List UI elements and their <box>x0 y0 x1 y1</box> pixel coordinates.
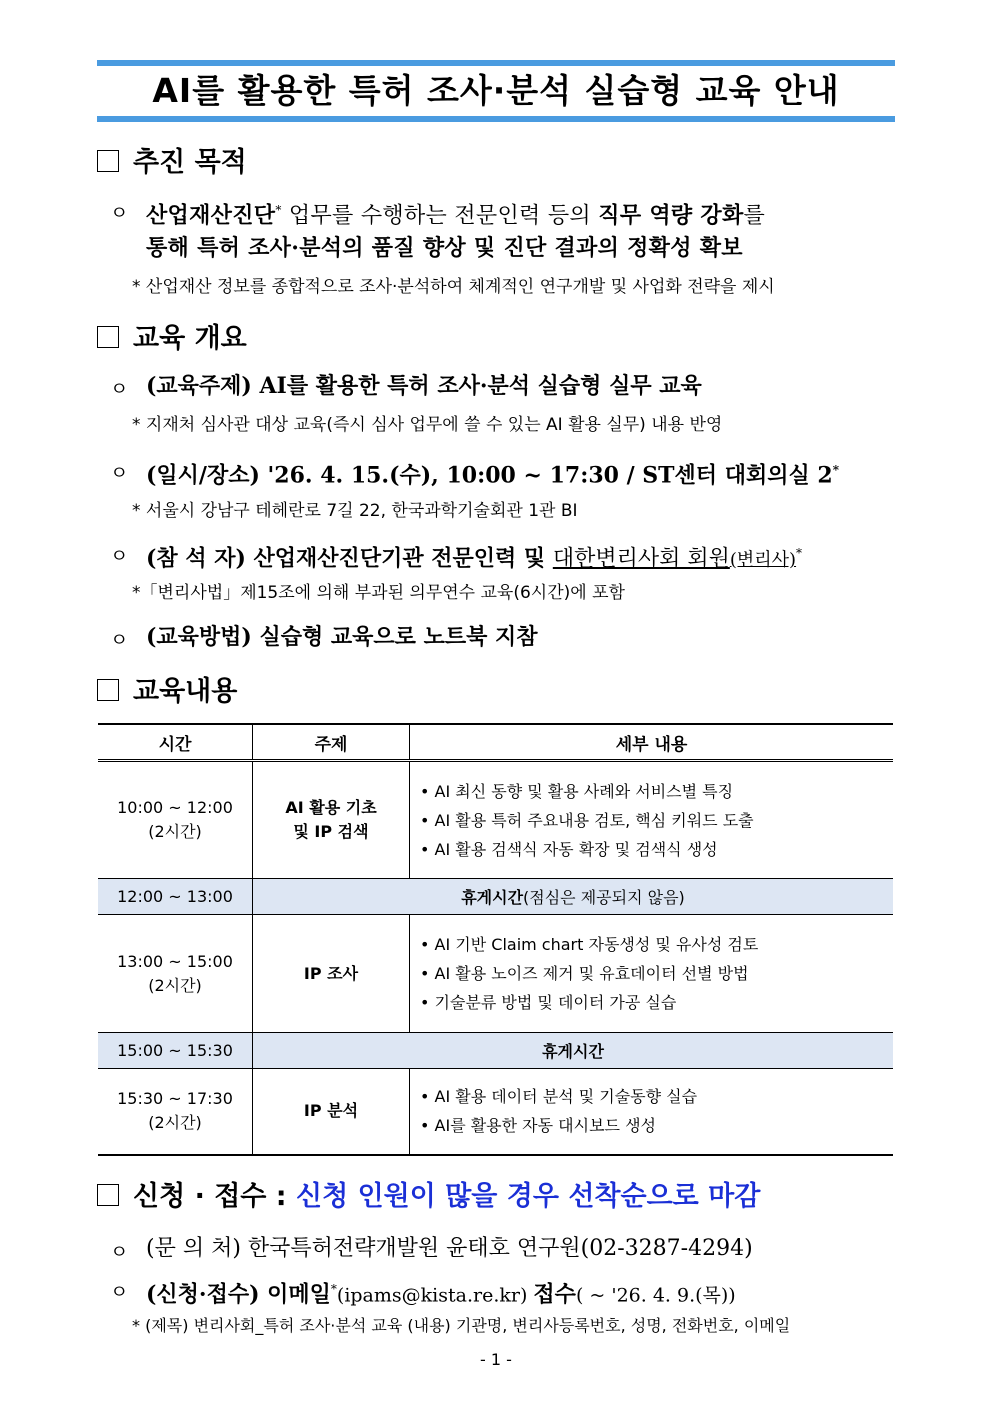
list-item: • AI 최신 동향 및 활용 사례와 서비스별 특징 <box>420 781 734 801</box>
checkbox-square-icon <box>97 150 119 172</box>
header-detail: 세부 내용 <box>410 724 894 761</box>
section-content-heading: 교육내용 <box>97 675 237 709</box>
detail-cell <box>410 761 894 879</box>
detail-cell <box>410 1069 894 1155</box>
time-cell: 12:00 ~ 13:00 <box>98 879 253 915</box>
list-item: • 기술분류 방법 및 데이터 가공 실습 <box>420 993 677 1012</box>
topic-cell: IP 조사 <box>253 915 410 1033</box>
detail-cell <box>410 915 894 1033</box>
section-purpose-heading: 추진 목적 <box>97 146 247 180</box>
overview-date: (일시/장소) '26. 4. 15.(수), 10:00 ~ 17:30 / ST센터 대회의실 2* <box>146 462 839 489</box>
section-overview-heading: 교육 개요 <box>97 322 247 356</box>
bullet-icon: ㅇ <box>110 545 129 567</box>
checkbox-square-icon <box>97 679 119 701</box>
table-row <box>98 915 893 1033</box>
list-item: • AI 활용 데이터 분석 및 기술동향 실습 <box>420 1087 698 1107</box>
table-row <box>98 1069 893 1155</box>
table-row <box>98 761 893 879</box>
list-item: • AI 활용 특허 주요내용 검토, 핵심 키워드 도출 <box>420 810 754 830</box>
time-cell: 15:30 ~ 17:30 (2시간) <box>98 1069 253 1155</box>
header-time: 시간 <box>98 724 253 761</box>
list-item: • AI 활용 노이즈 제거 및 유효데이터 선별 방법 <box>420 964 749 983</box>
purpose-line-1: 산업재산진단* 업무를 수행하는 전문인력 등의 직무 역량 강화를 <box>146 202 766 229</box>
apply-note: * (제목) 변리사회_특허 조사·분석 교육 (내용) 기관명, 변리사등록번호, 성명, 전화번호, 이메일 <box>132 1316 791 1335</box>
page-title: AI를 활용한 특허 조사·분석 실습형 교육 안내 <box>152 71 840 110</box>
bullet-icon: ㅇ <box>110 629 129 651</box>
checkbox-square-icon <box>97 1184 119 1206</box>
list-item: • AI를 활용한 자동 대시보드 생성 <box>420 1116 657 1136</box>
topic-cell: AI 활용 기초 및 IP 검색 <box>253 761 410 879</box>
topic-cell: IP 분석 <box>253 1069 410 1155</box>
break-cell: 휴게시간(점심은 제공되지 않음) <box>253 879 894 915</box>
title-banner <box>97 60 895 122</box>
title-rule-top <box>97 60 895 66</box>
time-cell: 13:00 ~ 15:00 (2시간) <box>98 915 253 1033</box>
checkbox-square-icon <box>97 326 119 348</box>
section-apply-heading: 신청 · 접수 : 신청 인원이 많을 경우 선착순으로 마감 <box>97 1180 760 1214</box>
time-cell: 15:00 ~ 15:30 <box>98 1033 253 1069</box>
list-item: • AI 기반 Claim chart 자동생성 및 유사성 검토 <box>420 935 759 954</box>
overview-attendees: (참 석 자) 산업재산진단기관 전문인력 및 대한변리사회 회원(변리사)* <box>146 545 803 572</box>
bullet-icon: ㅇ <box>110 462 129 484</box>
overview-topic: (교육주제) AI를 활용한 특허 조사·분석 실습형 실무 교육 <box>146 373 702 399</box>
table-row-break <box>98 879 893 915</box>
purpose-note: * 산업재산 정보를 종합적으로 조사·분석하여 체계적인 연구개발 및 사업화 전략을 제시 <box>132 277 775 297</box>
page-number: - 1 - <box>480 1350 512 1369</box>
table-header-row <box>98 724 893 761</box>
bullet-icon: ㅇ <box>110 1281 129 1303</box>
list-item: • AI 활용 검색식 자동 확장 및 검색식 생성 <box>420 839 718 859</box>
purpose-line-2: 통해 특허 조사·분석의 품질 향상 및 진단 결과의 정확성 확보 <box>146 235 743 261</box>
table-row-break <box>98 1033 893 1069</box>
header-topic: 주제 <box>253 724 410 761</box>
overview-topic-note: * 지재처 심사관 대상 교육(즉시 심사 업무에 쓸 수 있는 AI 활용 실무) 내용 반영 <box>132 415 723 435</box>
overview-attendees-note: *「변리사법」제15조에 의해 부과된 의무연수 교육(6시간)에 포함 <box>132 583 625 603</box>
title-rule-bottom <box>97 116 895 122</box>
time-cell: 10:00 ~ 12:00 (2시간) <box>98 761 253 879</box>
bullet-icon: ㅇ <box>110 378 129 400</box>
apply-contact: (문 의 처) 한국특허전략개발원 윤태호 연구원(02-3287-4294) <box>146 1236 753 1261</box>
break-cell: 휴게시간 <box>253 1033 894 1069</box>
overview-method: (교육방법) 실습형 교육으로 노트북 지참 <box>146 624 538 650</box>
apply-email: (신청·접수) 이메일*(ipams@kista.re.kr) 접수( ~ '26. 4. 9.(목)) <box>146 1281 736 1308</box>
overview-date-note: * 서울시 강남구 테헤란로 7길 22, 한국과학기술회관 1관 BI <box>132 501 578 521</box>
bullet-icon: ㅇ <box>110 202 129 224</box>
schedule-table <box>98 723 893 1156</box>
bullet-icon: ㅇ <box>110 1241 129 1263</box>
